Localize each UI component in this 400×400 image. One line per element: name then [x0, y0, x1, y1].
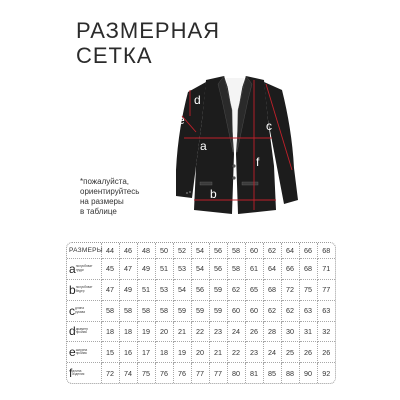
table-cell: 77 [317, 279, 335, 300]
table-cell: 15 [101, 342, 119, 363]
measure-label-b: b [210, 187, 217, 201]
size-header-cell: 58 [227, 243, 245, 258]
jacket-pocket [242, 182, 258, 185]
table-cell: 77 [209, 363, 227, 383]
row-description: полуобхват бедер [75, 285, 93, 293]
table-header-label: РАЗМЕРЫ [67, 243, 101, 258]
table-cell: 71 [317, 258, 335, 279]
row-label [67, 363, 101, 383]
table-cell: 47 [101, 279, 119, 300]
measure-label-f: f [256, 155, 260, 169]
measure-label-d: d [194, 93, 201, 107]
row-letter: f [69, 366, 73, 381]
table-cell: 58 [155, 300, 173, 321]
table-cell: 72 [281, 279, 299, 300]
table-cell: 75 [137, 363, 155, 383]
table-cell: 59 [209, 279, 227, 300]
row-label [67, 279, 101, 300]
row-letter: c [69, 303, 75, 318]
table-cell: 26 [317, 342, 335, 363]
table-cell: 24 [227, 321, 245, 342]
jacket-button [232, 164, 235, 167]
table-cell: 18 [155, 342, 173, 363]
table-header-row [67, 243, 335, 258]
table-cell: 18 [119, 321, 137, 342]
note-line-4: в таблице [80, 207, 117, 216]
table-cell: 62 [227, 279, 245, 300]
table-cell: 30 [281, 321, 299, 342]
row-letter: b [69, 282, 76, 297]
table-cell: 24 [263, 342, 281, 363]
row-label [67, 342, 101, 363]
table-cell: 28 [263, 321, 281, 342]
table-cell: 56 [191, 279, 209, 300]
table-cell: 59 [209, 300, 227, 321]
table-cell: 19 [137, 321, 155, 342]
table-cell: 49 [137, 258, 155, 279]
table-cell: 19 [173, 342, 191, 363]
table-cell: 53 [173, 258, 191, 279]
table-cell: 17 [137, 342, 155, 363]
table-cell: 92 [317, 363, 335, 383]
row-description: полуобхват груди [75, 264, 93, 272]
table-cell: 77 [191, 363, 209, 383]
title-line-2: СЕТКА [76, 43, 153, 68]
table-cell: 66 [281, 258, 299, 279]
table-cell: 80 [227, 363, 245, 383]
table-cell: 51 [137, 279, 155, 300]
size-header-cell: 46 [119, 243, 137, 258]
table-row [67, 321, 335, 342]
table-cell: 25 [281, 342, 299, 363]
table-cell: 51 [155, 258, 173, 279]
row-label [67, 321, 101, 342]
table-cell: 62 [281, 300, 299, 321]
table-row [67, 300, 335, 321]
table-cell: 18 [101, 321, 119, 342]
size-header-cell: 66 [299, 243, 317, 258]
table-cell: 63 [299, 300, 317, 321]
jacket-chest-pocket [200, 182, 212, 185]
size-header-cell: 64 [281, 243, 299, 258]
size-header-cell: 68 [317, 243, 335, 258]
table-cell: 56 [209, 258, 227, 279]
size-header-cell: 50 [155, 243, 173, 258]
table-cell: 26 [245, 321, 263, 342]
table-cell: 32 [317, 321, 335, 342]
size-header-cell: 54 [191, 243, 209, 258]
table-cell: 47 [119, 258, 137, 279]
table-cell: 88 [281, 363, 299, 383]
size-header-cell: 60 [245, 243, 263, 258]
note-line-3: на размеры [80, 197, 124, 206]
table-cell: 58 [227, 258, 245, 279]
jacket-diagram [160, 70, 310, 230]
table-cell: 23 [245, 342, 263, 363]
note-line-1: *пожалуйста, [80, 177, 129, 186]
table-cell: 49 [119, 279, 137, 300]
table-cell: 22 [191, 321, 209, 342]
size-header-cell: 62 [263, 243, 281, 258]
measure-label-c: c [266, 119, 272, 133]
table-cell: 85 [263, 363, 281, 383]
table-cell: 54 [173, 279, 191, 300]
row-letter: e [69, 345, 76, 360]
table-cell: 58 [137, 300, 155, 321]
row-description: ширина пройма [75, 347, 88, 356]
size-header-cell: 56 [209, 243, 227, 258]
table-cell: 58 [119, 300, 137, 321]
row-label [67, 300, 101, 321]
row-description: длина рукава [75, 305, 85, 314]
table-cell: 81 [245, 363, 263, 383]
jacket-cuff-button [186, 192, 188, 194]
table-cell: 26 [299, 342, 317, 363]
jacket-cuff-button [189, 191, 191, 193]
table-cell: 62 [263, 300, 281, 321]
table-cell: 21 [173, 321, 191, 342]
table-row [67, 342, 335, 363]
row-label [67, 258, 101, 279]
table-cell: 60 [245, 300, 263, 321]
table-cell: 90 [299, 363, 317, 383]
table-cell: 45 [101, 258, 119, 279]
table-cell: 23 [209, 321, 227, 342]
jacket-button [232, 176, 235, 179]
size-header-cell: 44 [101, 243, 119, 258]
table-cell: 68 [299, 258, 317, 279]
table-cell: 60 [227, 300, 245, 321]
table-row [67, 258, 335, 279]
table-cell: 76 [173, 363, 191, 383]
table-row [67, 279, 335, 300]
table-cell: 63 [317, 300, 335, 321]
table-cell: 58 [101, 300, 119, 321]
table-cell: 61 [245, 258, 263, 279]
table-cell: 54 [191, 258, 209, 279]
table-cell: 31 [299, 321, 317, 342]
page-title [76, 18, 220, 68]
table-cell: 59 [173, 300, 191, 321]
table-cell: 59 [191, 300, 209, 321]
table-row [67, 363, 335, 383]
row-letter: a [69, 261, 76, 276]
table-cell: 65 [245, 279, 263, 300]
title-line-1: РАЗМЕРНАЯ [76, 18, 221, 43]
table-cell: 72 [101, 363, 119, 383]
size-table [66, 242, 336, 384]
row-description: длина изделия [72, 368, 85, 377]
table-cell: 68 [263, 279, 281, 300]
size-header-cell: 52 [173, 243, 191, 258]
table-cell: 20 [155, 321, 173, 342]
table-cell: 20 [191, 342, 209, 363]
measure-label-e: e [178, 113, 185, 127]
size-header-cell: 48 [137, 243, 155, 258]
row-letter: d [69, 324, 76, 339]
row-description: диаметр пройма [75, 326, 89, 335]
table-cell: 64 [263, 258, 281, 279]
measure-label-a: a [200, 139, 207, 153]
table-cell: 53 [155, 279, 173, 300]
note-line-2: ориентируйтесь [80, 187, 140, 196]
note-text [80, 177, 170, 217]
table-cell: 74 [119, 363, 137, 383]
table-cell: 16 [119, 342, 137, 363]
table-cell: 21 [209, 342, 227, 363]
table-cell: 76 [155, 363, 173, 383]
table-cell: 75 [299, 279, 317, 300]
table-cell: 22 [227, 342, 245, 363]
